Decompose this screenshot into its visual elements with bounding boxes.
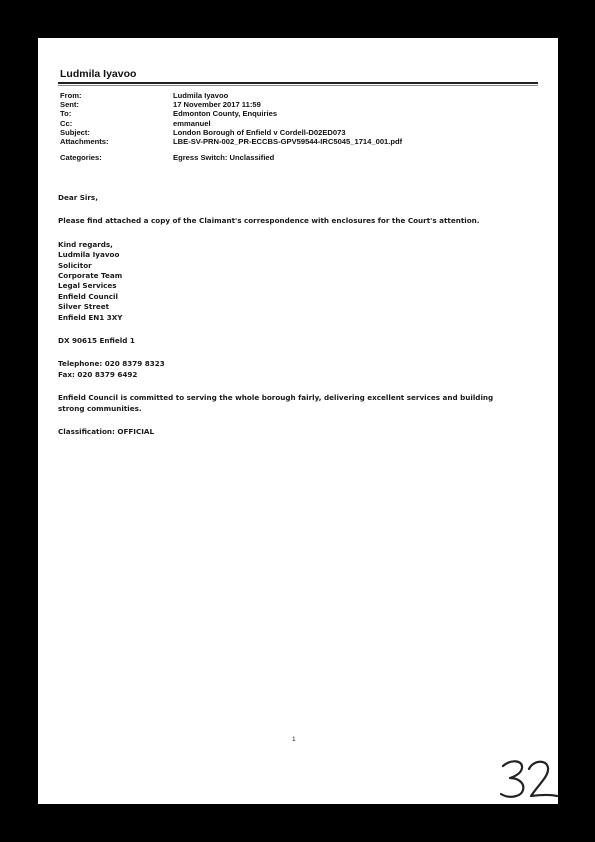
meta-label: Cc: bbox=[60, 118, 73, 128]
statement-block bbox=[58, 393, 528, 414]
signature-line: Silver Street bbox=[58, 302, 110, 312]
signature-line: Ludmila Iyavoo bbox=[58, 250, 120, 260]
meta-row-subject bbox=[60, 128, 530, 137]
sender-name-heading: Ludmila Iyavoo bbox=[60, 68, 137, 80]
handwritten-page-number bbox=[493, 756, 563, 802]
signature-line: Solicitor bbox=[58, 260, 92, 270]
signature-line: Corporate Team bbox=[58, 271, 123, 281]
dx-block bbox=[58, 336, 528, 346]
email-body bbox=[58, 193, 528, 451]
signature-line: Enfield EN1 3XY bbox=[58, 312, 123, 322]
meta-value: Egress Switch: Unclassified bbox=[173, 153, 275, 163]
dx-number: DX 90615 Enfield 1 bbox=[58, 336, 135, 346]
meta-value: Edmonton County, Enquiries bbox=[173, 109, 278, 119]
signature-line: Kind regards, bbox=[58, 239, 113, 249]
statement-line: Enfield Council is committed to serving the whole borough fairly, delivering excellent services and building bbox=[58, 393, 494, 403]
statement-line: strong communities. bbox=[58, 403, 142, 413]
message-paragraph: Please find attached a copy of the Claimant's correspondence with enclosures for the Court's attention. bbox=[58, 216, 480, 226]
header-rule-thin bbox=[58, 85, 538, 86]
contact-block bbox=[58, 359, 528, 380]
signature-line: Legal Services bbox=[58, 281, 117, 291]
meta-label: From: bbox=[60, 91, 82, 100]
header-rule bbox=[58, 82, 538, 84]
classification-label: Classification: OFFICIAL bbox=[58, 427, 155, 437]
meta-label: Attachments: bbox=[60, 137, 109, 147]
signature-block bbox=[58, 240, 528, 323]
meta-row-attachments bbox=[60, 137, 530, 146]
meta-label: To: bbox=[60, 109, 72, 119]
signature-line: Enfield Council bbox=[58, 291, 118, 301]
meta-row-from bbox=[60, 91, 530, 100]
email-metadata bbox=[60, 91, 530, 162]
meta-value: Ludmila Iyavoo bbox=[173, 91, 229, 100]
meta-value: LBE-SV-PRN-002_PR-ECCBS-GPV59544-IRC5045_1714_001.pdf bbox=[173, 137, 403, 147]
meta-row-to bbox=[60, 109, 530, 118]
telephone-number: Telephone: 020 8379 8323 bbox=[58, 359, 165, 369]
meta-row-sent bbox=[60, 100, 530, 109]
meta-value: emmanuel bbox=[173, 118, 211, 128]
meta-value: 17 November 2017 11:59 bbox=[173, 100, 261, 110]
meta-label: Subject: bbox=[60, 127, 90, 137]
meta-row-cc bbox=[60, 119, 530, 128]
document-page bbox=[38, 38, 558, 804]
meta-label: Sent: bbox=[60, 100, 79, 110]
greeting: Dear Sirs, bbox=[58, 193, 98, 202]
meta-value: London Borough of Enfield v Cordell-D02ED073 bbox=[173, 127, 346, 137]
meta-row-categories bbox=[60, 153, 530, 162]
meta-label: Categories: bbox=[60, 153, 102, 163]
classification-block bbox=[58, 427, 528, 437]
page-number: 1 bbox=[292, 736, 296, 743]
fax-number: Fax: 020 8379 6492 bbox=[58, 369, 138, 379]
